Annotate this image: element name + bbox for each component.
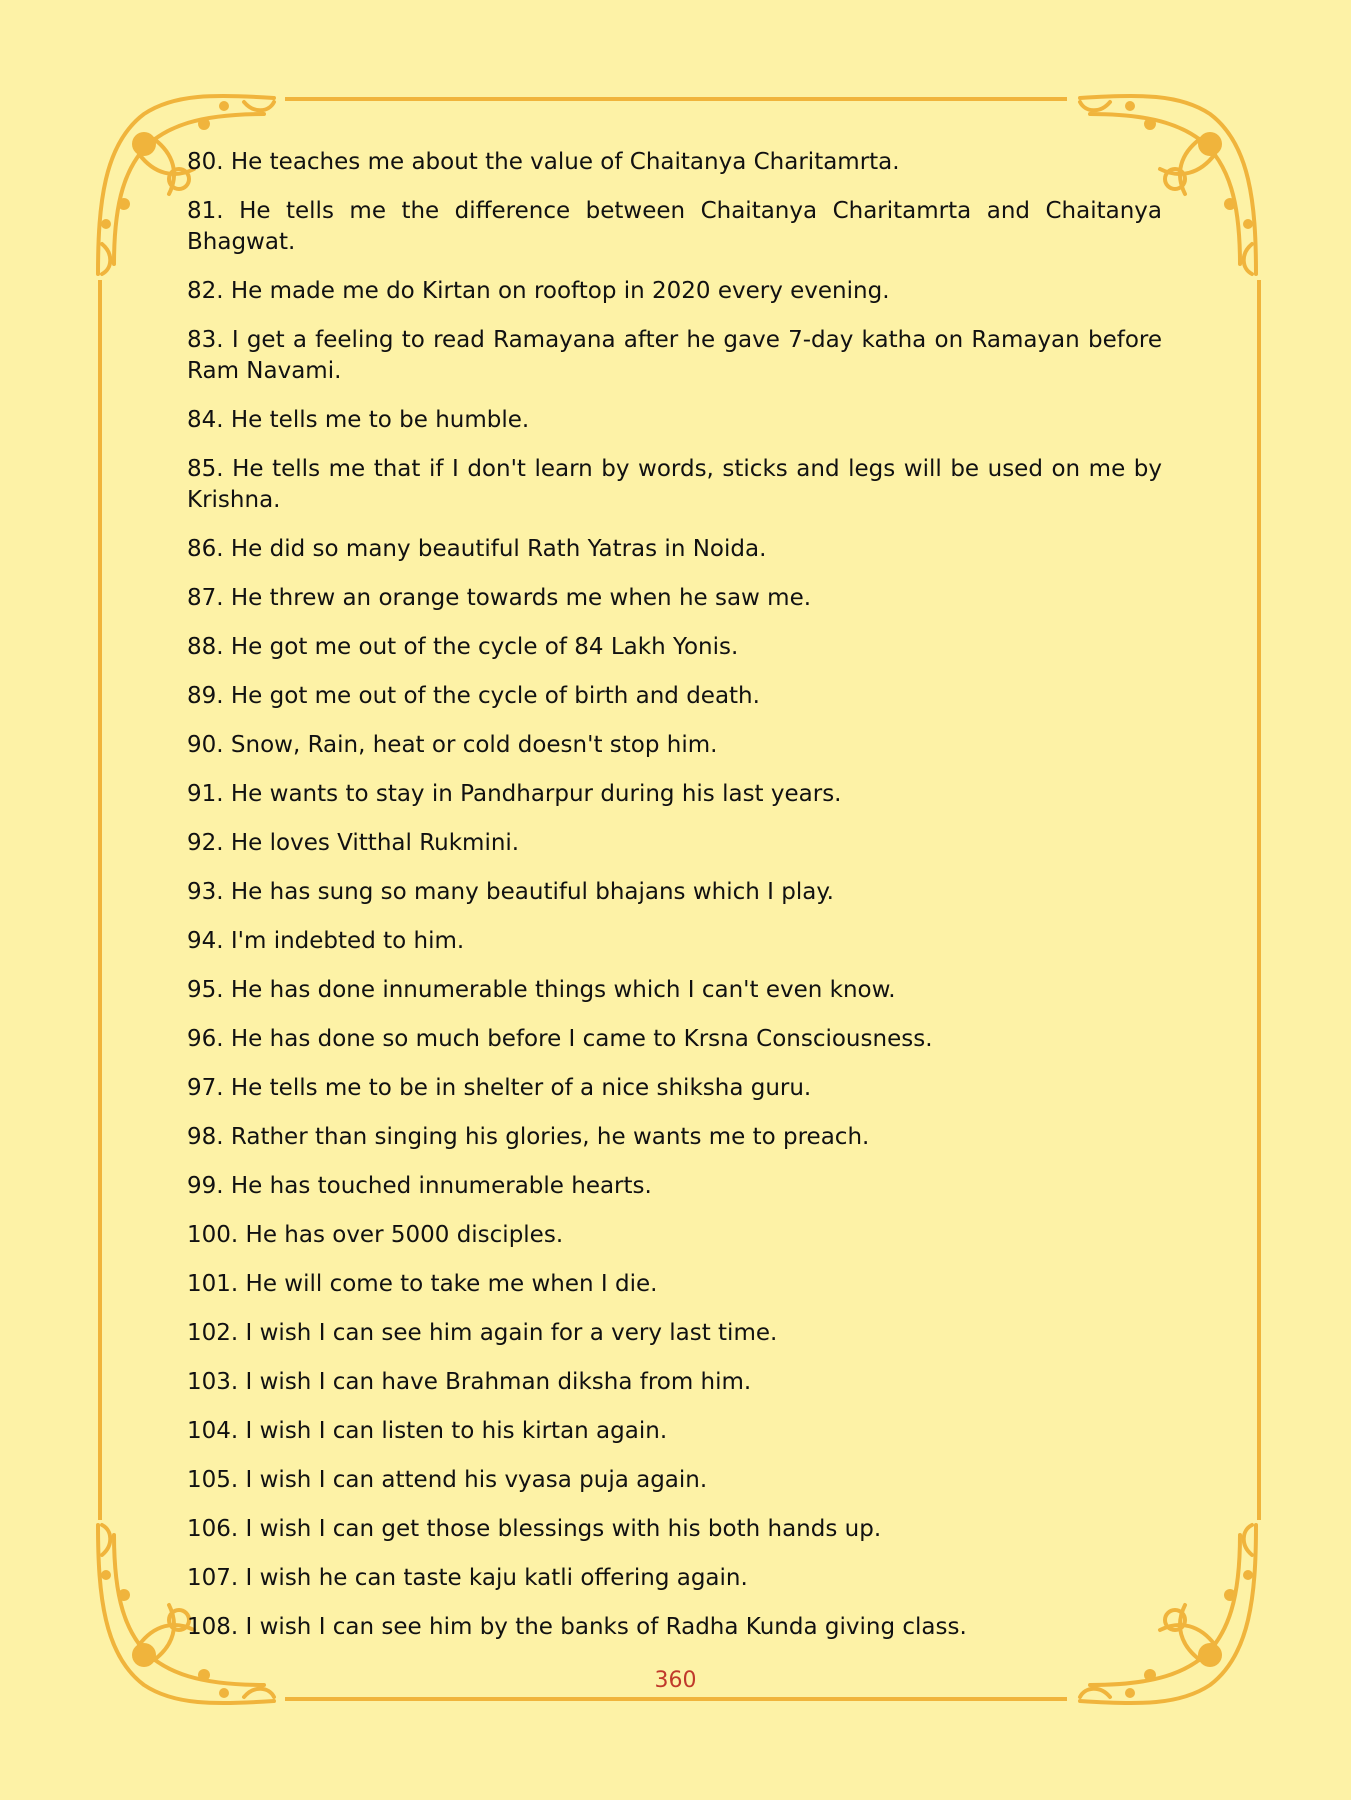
- list-item: 103. I wish I can have Brahman diksha from him.: [187, 1369, 752, 1395]
- numbered-list: [187, 147, 1162, 1661]
- list-item: 105. I wish I can attend his vyasa puja again.: [187, 1467, 708, 1493]
- list-item: 101. He will come to take me when I die.: [187, 1271, 658, 1297]
- list-item: 91. He wants to stay in Pandharpur during his last years.: [187, 781, 842, 807]
- list-item: 83. I get a feeling to read Ramayana after he gave 7-day katha on Ramayan before Ram Navami.: [187, 327, 1162, 384]
- list-item: 96. He has done so much before I came to Krsna Consciousness.: [187, 1026, 933, 1052]
- list-item: 107. I wish he can taste kaju katli offering again.: [187, 1565, 748, 1591]
- border-bottom-line: [285, 1697, 1067, 1701]
- list-item: 80. He teaches me about the value of Chaitanya Charitamrta.: [187, 149, 900, 175]
- list-item: 99. He has touched innumerable hearts.: [187, 1173, 652, 1199]
- list-item: 81. He tells me the difference between Chaitanya Charitamrta and Chaitanya Bhagwat.: [187, 198, 1162, 255]
- list-item: 106. I wish I can get those blessings with his both hands up.: [187, 1516, 882, 1542]
- list-item: 82. He made me do Kirtan on rooftop in 2020 every evening.: [187, 278, 890, 304]
- list-item: 84. He tells me to be humble.: [187, 407, 530, 433]
- list-item: 97. He tells me to be in shelter of a nice shiksha guru.: [187, 1075, 812, 1101]
- list-item: 93. He has sung so many beautiful bhajans which I play.: [187, 879, 834, 905]
- page-number: 360: [654, 1668, 697, 1693]
- list-item: 98. Rather than singing his glories, he wants me to preach.: [187, 1124, 870, 1150]
- list-item: 89. He got me out of the cycle of birth and death.: [187, 683, 760, 709]
- list-item: 108. I wish I can see him by the banks of Radha Kunda giving class.: [187, 1614, 967, 1640]
- list-item: 95. He has done innumerable things which I can't even know.: [187, 977, 896, 1003]
- border-right-line: [1257, 280, 1261, 1520]
- list-item: 86. He did so many beautiful Rath Yatras in Noida.: [187, 536, 767, 562]
- list-item: 87. He threw an orange towards me when he saw me.: [187, 585, 812, 611]
- list-item: 94. I'm indebted to him.: [187, 928, 465, 954]
- list-item: 104. I wish I can listen to his kirtan again.: [187, 1418, 668, 1444]
- list-item: 102. I wish I can see him again for a very last time.: [187, 1320, 778, 1346]
- list-item: 85. He tells me that if I don't learn by words, sticks and legs will be used on me by Krishna.: [187, 456, 1162, 513]
- list-item: 90. Snow, Rain, heat or cold doesn't stop him.: [187, 732, 718, 758]
- border-left-line: [98, 280, 102, 1520]
- list-item: 92. He loves Vitthal Rukmini.: [187, 830, 520, 856]
- list-item: 100. He has over 5000 disciples.: [187, 1222, 564, 1248]
- border-top-line: [285, 97, 1067, 101]
- list-item: 88. He got me out of the cycle of 84 Lakh Yonis.: [187, 634, 739, 660]
